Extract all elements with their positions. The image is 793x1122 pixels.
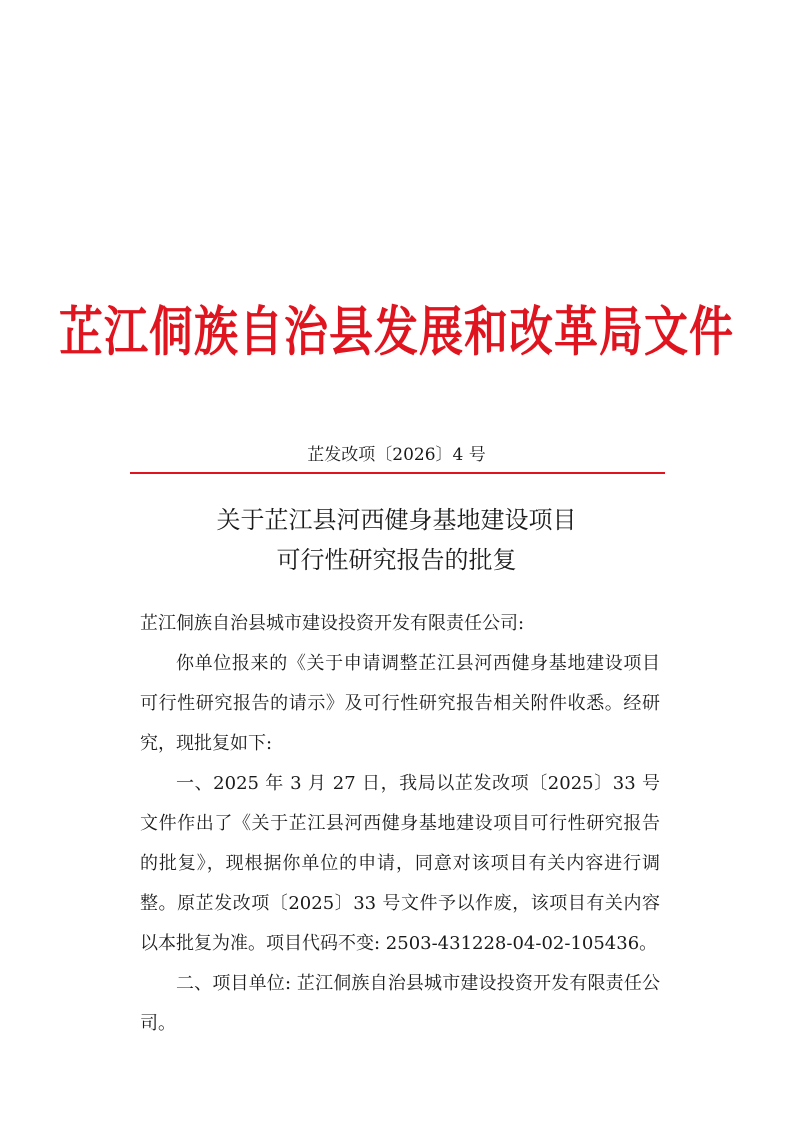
- document-body: [140, 604, 660, 1044]
- paragraph-intro: 你单位报来的《关于申请调整芷江县河西健身基地建设项目可行性研究报告的请示》及可行性研究报告相关附件收悉。经研究，现批复如下:: [140, 653, 660, 754]
- subject-line-1: 关于芷江县河西健身基地建设项目: [216, 506, 577, 534]
- paragraph-item-2: 二、项目单位: 芷江侗族自治县城市建设投资开发有限责任公司。: [140, 973, 660, 1034]
- paragraph-item-1: 一、2025 年 3 月 27 日，我局以芷发改项〔2025〕33 号文件作出了《关于芷江县河西健身基地建设项目可行性研究报告的批复》，现根据你单位的申请，同意对该项目有关内容进行调整。原芷发改项〔2025〕33 号文件予以作废，该项目有关内容以本批复为准。项目代码不变: 2503-431228-04-02-105436。: [140, 773, 660, 954]
- subject-line-2: 可行性研究报告的批复: [276, 546, 517, 574]
- issuer-banner: 芷江侗族自治县发展和改革局文件: [59, 301, 734, 364]
- document-subject: [0, 500, 793, 580]
- addressee: 芷江侗族自治县城市建设投资开发有限责任公司:: [140, 613, 525, 634]
- red-divider: [130, 472, 665, 474]
- document-number: 芷发改项〔2026〕4 号: [307, 445, 486, 465]
